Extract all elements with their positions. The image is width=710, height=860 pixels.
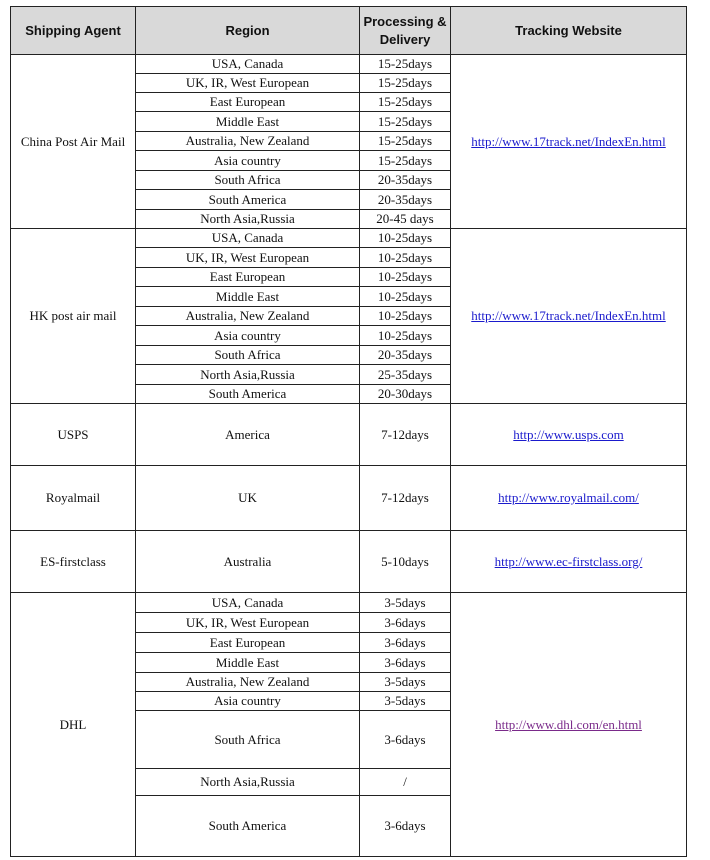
delivery-days-cell: 15-25days [360, 132, 451, 151]
delivery-days-cell: 20-45 days [360, 210, 451, 229]
table-row [11, 466, 687, 531]
tracking-link-royalmail[interactable]: http://www.royalmail.com/ [498, 490, 639, 506]
header-shipping-agent: Shipping Agent [11, 7, 136, 55]
region-cell: Australia, New Zealand [136, 132, 360, 151]
delivery-days-cell: 7-12days [360, 466, 451, 531]
table-row [11, 404, 687, 466]
delivery-days-cell: 15-25days [360, 93, 451, 112]
region-cell: America [136, 404, 360, 466]
region-cell: USA, Canada [136, 593, 360, 613]
delivery-days-cell: 5-10days [360, 531, 451, 593]
region-cell: Asia country [136, 692, 360, 711]
delivery-days-cell: 10-25days [360, 307, 451, 326]
delivery-days-cell: 25-35days [360, 365, 451, 385]
delivery-days-cell: 3-5days [360, 692, 451, 711]
delivery-days-cell: 20-35days [360, 171, 451, 190]
shipping-rates-table [10, 6, 687, 857]
table-row [11, 531, 687, 593]
header-row [11, 7, 687, 55]
delivery-days-cell: / [360, 769, 451, 796]
tracking-cell-es-firstclass [451, 531, 687, 593]
tracking-cell-usps [451, 404, 687, 466]
tracking-cell-hk-post-air-mail [451, 229, 687, 404]
tracking-link-hk-post-air-mail[interactable]: http://www.17track.net/IndexEn.html [471, 308, 666, 324]
table-row [11, 229, 687, 248]
region-cell: USA, Canada [136, 229, 360, 248]
agent-cell-hk-post-air-mail: HK post air mail [11, 229, 136, 404]
delivery-days-cell: 3-6days [360, 653, 451, 673]
agent-cell-royalmail: Royalmail [11, 466, 136, 531]
tracking-cell-dhl [451, 593, 687, 857]
region-cell: East European [136, 268, 360, 287]
region-cell: UK [136, 466, 360, 531]
region-cell: South America [136, 385, 360, 404]
header-processing-line2: Delivery [379, 31, 431, 47]
delivery-days-cell: 10-25days [360, 326, 451, 346]
region-cell: South America [136, 796, 360, 857]
table-row [11, 593, 687, 613]
table-row [11, 55, 687, 74]
tracking-cell-royalmail [451, 466, 687, 531]
tracking-link-china-post-air-mail[interactable]: http://www.17track.net/IndexEn.html [471, 133, 666, 149]
agent-cell-usps: USPS [11, 404, 136, 466]
region-cell: UK, IR, West European [136, 613, 360, 633]
region-cell: South America [136, 190, 360, 210]
table-body [11, 55, 687, 857]
tracking-cell-china-post-air-mail [451, 55, 687, 229]
delivery-days-cell: 3-5days [360, 673, 451, 692]
region-cell: Asia country [136, 151, 360, 171]
delivery-days-cell: 10-25days [360, 268, 451, 287]
delivery-days-cell: 3-6days [360, 613, 451, 633]
delivery-days-cell: 7-12days [360, 404, 451, 466]
delivery-days-cell: 3-6days [360, 796, 451, 857]
region-cell: East European [136, 93, 360, 112]
delivery-days-cell: 3-6days [360, 711, 451, 769]
delivery-days-cell: 15-25days [360, 74, 451, 93]
region-cell: Middle East [136, 112, 360, 132]
header-processing-line1: Processing & [363, 13, 447, 29]
header-region: Region [136, 7, 360, 55]
region-cell: USA, Canada [136, 55, 360, 74]
delivery-days-cell: 3-6days [360, 633, 451, 653]
delivery-days-cell: 10-25days [360, 287, 451, 307]
region-cell: Middle East [136, 287, 360, 307]
delivery-days-cell: 10-25days [360, 248, 451, 268]
delivery-days-cell: 15-25days [360, 55, 451, 74]
tracking-link-es-firstclass[interactable]: http://www.ec-firstclass.org/ [494, 553, 643, 569]
agent-cell-es-firstclass: ES-firstclass [11, 531, 136, 593]
region-cell: East European [136, 633, 360, 653]
region-cell: UK, IR, West European [136, 248, 360, 268]
region-cell: UK, IR, West European [136, 74, 360, 93]
tracking-link-dhl[interactable]: http://www.dhl.com/en.html [495, 716, 642, 732]
region-cell: Asia country [136, 326, 360, 346]
tracking-link-usps[interactable]: http://www.usps.com [513, 426, 624, 442]
delivery-days-cell: 3-5days [360, 593, 451, 613]
region-cell: Australia, New Zealand [136, 307, 360, 326]
delivery-days-cell: 10-25days [360, 229, 451, 248]
delivery-days-cell: 20-30days [360, 385, 451, 404]
region-cell: North Asia,Russia [136, 769, 360, 796]
header-processing-delivery [360, 7, 451, 55]
region-cell: Australia [136, 531, 360, 593]
delivery-days-cell: 15-25days [360, 112, 451, 132]
region-cell: North Asia,Russia [136, 365, 360, 385]
region-cell: North Asia,Russia [136, 210, 360, 229]
region-cell: Australia, New Zealand [136, 673, 360, 692]
region-cell: South Africa [136, 346, 360, 365]
delivery-days-cell: 20-35days [360, 346, 451, 365]
header-tracking-website: Tracking Website [451, 7, 687, 55]
region-cell: South Africa [136, 171, 360, 190]
region-cell: Middle East [136, 653, 360, 673]
delivery-days-cell: 20-35days [360, 190, 451, 210]
agent-cell-china-post-air-mail: China Post Air Mail [11, 55, 136, 229]
region-cell: South Africa [136, 711, 360, 769]
delivery-days-cell: 15-25days [360, 151, 451, 171]
agent-cell-dhl: DHL [11, 593, 136, 857]
